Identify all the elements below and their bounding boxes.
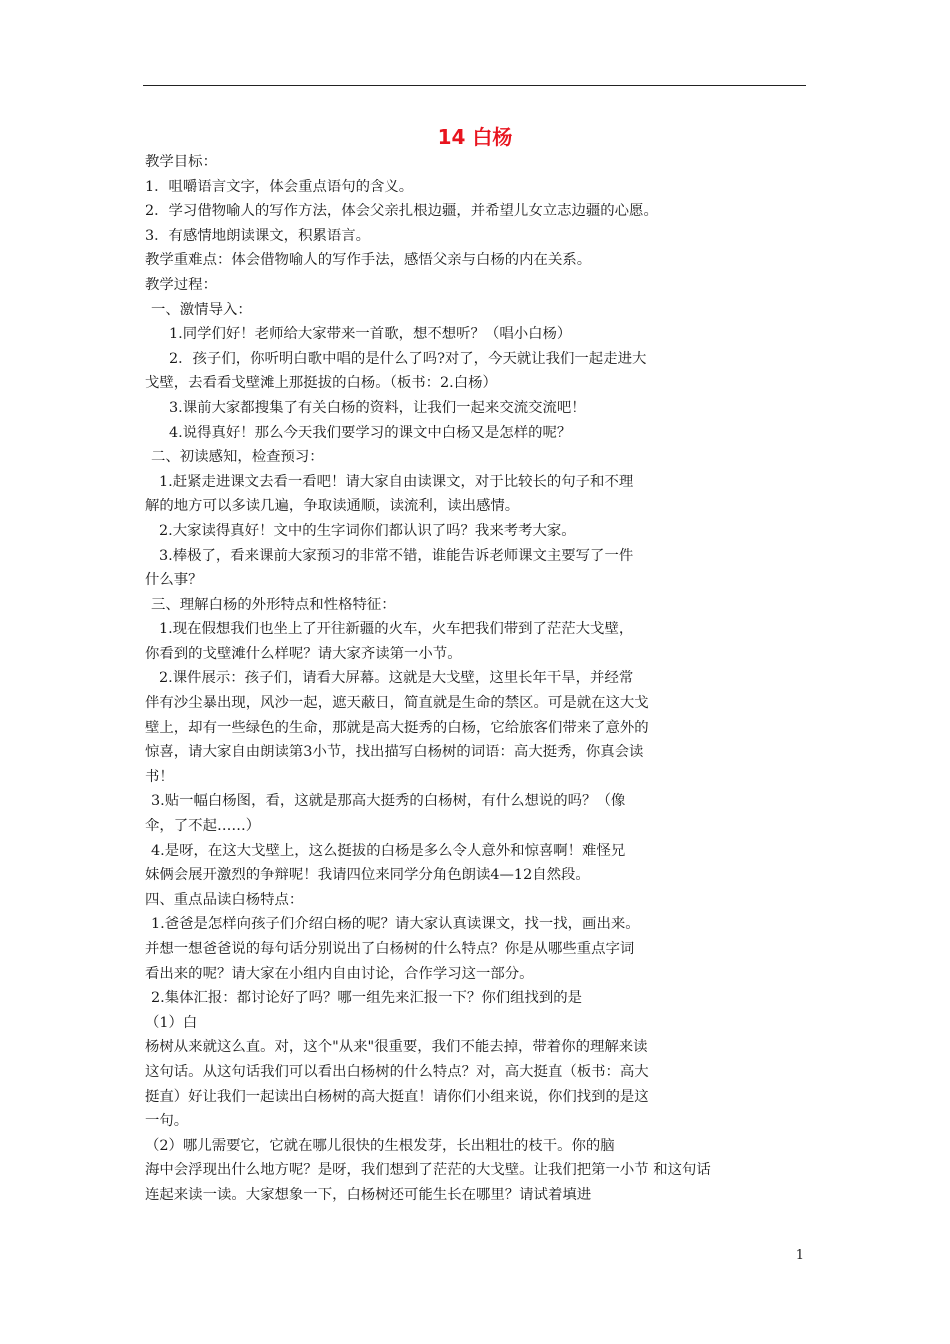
text-line: 三、理解白杨的外形特点和性格特征： (151, 596, 396, 613)
text-line: 这句话。从这句话我们可以看出白杨树的什么特点？对，高大挺直（板书：高大 (145, 1063, 649, 1080)
text-line: 2．学习借物喻人的写作方法，体会父亲扎根边疆，并希望儿女立志边疆的心愿。 (145, 203, 658, 220)
text-line: 2．孩子们，你听明白歌中唱的是什么了吗?对了，今天就让我们一起走进大 (169, 350, 647, 367)
text-line: 四、重点品读白杨特点： (145, 891, 304, 908)
text-line: 3.贴一幅白杨图，看，这就是那高大挺秀的白杨树，有什么想说的吗？（像 (151, 793, 626, 810)
text-line: 1.同学们好！老师给大家带来一首歌，想不想听？（唱小白杨） (169, 326, 572, 343)
text-line: 看出来的呢？请大家在小组内自由讨论，合作学习这一部分。 (145, 965, 534, 982)
document-body (145, 150, 810, 1208)
text-line: 一、激情导入： (151, 301, 252, 318)
text-line: （1）白 (145, 1014, 198, 1031)
text-line: 惊喜，请大家自由朗读第3小节，找出描写白杨树的词语：高大挺秀，你真会读 (145, 744, 644, 761)
text-line: 并想一想爸爸说的每句话分别说出了白杨树的什么特点？你是从哪些重点字词 (145, 941, 635, 957)
text-line: 1．咀嚼语言文字，体会重点语句的含义。 (145, 178, 414, 195)
text-line: 妹俩会展开激烈的争辩呢！我请四位来同学分角色朗读4—12自然段。 (145, 867, 590, 884)
text-line: 戈壁，去看看戈壁滩上那挺拔的白杨。（板书：2.白杨） (145, 375, 497, 392)
page-number: 1 (795, 1248, 804, 1263)
header-rule (143, 85, 806, 86)
text-line: 杨树从来就这么直。对，这个"从来"很重要，我们不能去掉，带着你的理解来读 (145, 1039, 648, 1056)
text-line: 书！ (145, 768, 174, 785)
text-line: 2.大家读得真好！文中的生字词你们都认识了吗？我来考考大家。 (159, 522, 576, 539)
text-line: 一句。 (145, 1113, 189, 1130)
text-line: 1.爸爸是怎样向孩子们介绍白杨的呢？请大家认真读课文，找一找，画出来。 (151, 916, 640, 933)
text-line: 4.是呀，在这大戈壁上，这么挺拔的白杨是多么令人意外和惊喜啊！难怪兄 (151, 842, 626, 859)
text-line: 1.现在假想我们也坐上了开往新疆的火车，火车把我们带到了茫茫大戈壁， (159, 621, 634, 638)
page-title: 14 白杨 (437, 125, 513, 149)
text-line: 伴有沙尘暴出现，风沙一起，遮天蔽日，简直就是生命的禁区。可是就在这大戈 (145, 695, 649, 712)
text-line: 壁上，却有一些绿色的生命，那就是高大挺秀的白杨，它给旅客们带来了意外的 (145, 719, 649, 736)
text-line: （2）哪儿需要它，它就在哪儿很快的生根发芽，长出粗壮的枝干。你的脑 (145, 1137, 615, 1154)
text-line: 教学目标： (145, 154, 217, 170)
text-line: 2.集体汇报：都讨论好了吗？哪一组先来汇报一下？你们组找到的是 (151, 990, 583, 1007)
text-line: 伞，了不起……） (145, 818, 261, 835)
text-line: 3.棒极了，看来课前大家预习的非常不错，谁能告诉老师课文主要写了一件 (159, 547, 634, 564)
text-line: 二、初读感知，检查预习： (151, 449, 324, 466)
text-line: 连起来读一读。大家想象一下，白杨树还可能生长在哪里？请试着填进 (145, 1186, 592, 1203)
text-line: 3．有感情地朗读课文，积累语言。 (145, 227, 371, 244)
text-line: 3.课前大家都搜集了有关白杨的资料，让我们一起来交流交流吧！ (169, 399, 586, 416)
text-line: 教学重难点：体会借物喻人的写作手法，感悟父亲与白杨的内在关系。 (145, 252, 592, 269)
text-line: 挺直）好让我们一起读出白杨树的高大挺直！请你们小组来说，你们找到的是这 (145, 1088, 649, 1105)
text-line: 2.课件展示：孩子们，请看大屏幕。这就是大戈壁，这里长年干旱，并经常 (159, 670, 634, 687)
text-line: 你看到的戈壁滩什么样呢？请大家齐读第一小节。 (145, 645, 462, 662)
text-line: 4.说得真好！那么今天我们要学习的课文中白杨又是怎样的呢？ (169, 424, 572, 441)
text-line: 什么事？ (145, 572, 203, 589)
text-line: 1.赶紧走进课文去看一看吧！请大家自由读课文，对于比较长的句子和不理 (159, 473, 634, 490)
text-line: 解的地方可以多读几遍，争取读通顺，读流利，读出感情。 (145, 498, 520, 515)
text-line: 海中会浮现出什么地方呢？是呀，我们想到了茫茫的大戈壁。让我们把第一小节 和这句话 (145, 1162, 711, 1179)
text-line: 教学过程： (145, 276, 217, 293)
